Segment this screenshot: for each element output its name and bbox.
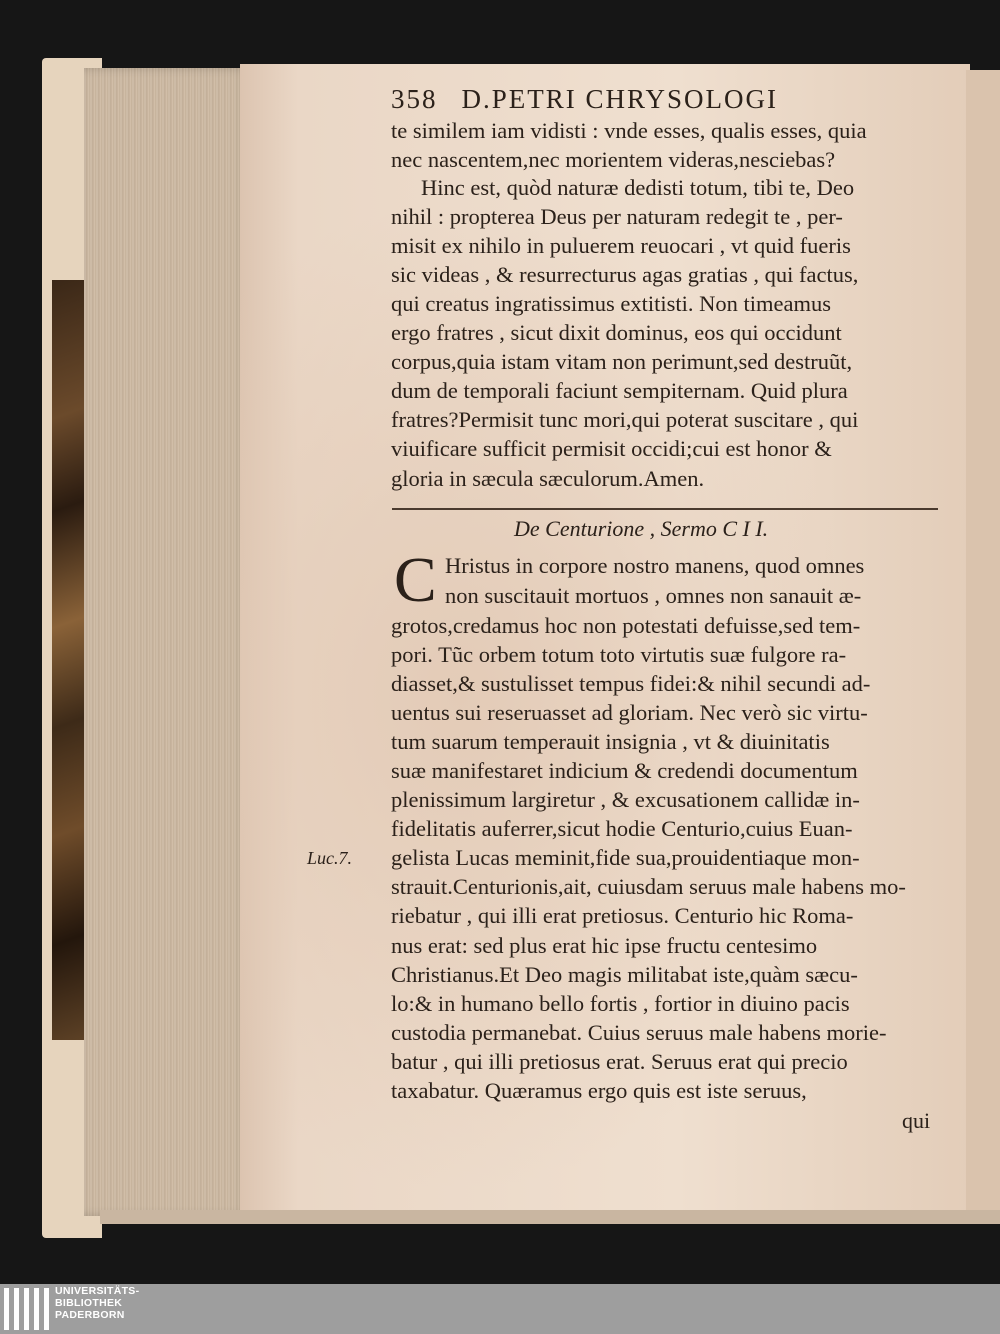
- text-line: nihil : propterea Deus per naturam redegit te , per-: [391, 204, 843, 229]
- sermon-line: strauit.Centurionis,ait, cuiusdam seruus male habens mo-: [391, 874, 906, 899]
- text-line: fratres?Permisit tunc mori,qui poterat suscitare , qui: [391, 407, 859, 432]
- drop-cap: C: [394, 544, 437, 615]
- sermon-line: riebatur , qui illi erat pretiosus. Centurio hic Roma-: [391, 903, 854, 928]
- text-line: sic videas , & resurrecturus agas gratias , qui factus,: [391, 262, 859, 287]
- library-name-line: BIBLIOTHEK: [55, 1297, 123, 1309]
- sermon-line: diasset,& sustulisset tempus fidei:& nihil secundi ad-: [391, 671, 871, 696]
- book-bottom-edge: [100, 1210, 1000, 1224]
- sermon-line: pori. Tũc orbem totum toto virtutis suæ fulgore ra-: [391, 642, 847, 667]
- text-line: gloria in sæcula sæculorum.Amen.: [391, 466, 705, 491]
- sermon-line: tum suarum temperauit insignia , vt & diuinitatis: [391, 729, 830, 754]
- text-line: nec nascentem,nec morientem videras,nesciebas?: [391, 147, 836, 172]
- library-name-line: PADERBORN: [55, 1309, 125, 1321]
- footer-bar: [0, 1284, 1000, 1334]
- library-name-line: UNIVERSITÄTS-: [55, 1285, 140, 1297]
- text-line: te similem iam vidisti : vnde esses, qualis esses, quia: [391, 118, 867, 143]
- sermon-line: batur , qui illi pretiosus erat. Seruus erat qui precio: [391, 1049, 848, 1074]
- facing-page-edge: [966, 70, 1000, 1220]
- sermon-line: lo:& in humano bello fortis , fortior in diuino pacis: [391, 991, 850, 1016]
- text-line: ergo fratres , sicut dixit dominus, eos qui occidunt: [391, 320, 842, 345]
- sermon-line: plenissimum largiretur , & excusationem callidæ in-: [391, 787, 860, 812]
- sermon-line: grotos,credamus hoc non potestati defuisse,sed tem-: [391, 613, 861, 638]
- sermon-line: Christianus.Et Deo magis militabat iste,quàm sæcu-: [391, 962, 858, 987]
- library-name: [55, 1285, 139, 1321]
- section-title: De Centurione , Sermo C I I.: [514, 516, 769, 541]
- running-head: [391, 84, 901, 115]
- page-number: 358: [391, 84, 438, 114]
- text-line: viuificare sufficit permisit occidi;cui est honor &: [391, 436, 832, 461]
- sermon-line: non suscitauit mortuos , omnes non sanauit æ-: [445, 583, 862, 608]
- text-line: Hinc est, quòd naturæ dedisti totum, tibi te, Deo: [421, 175, 855, 200]
- page-fore-edge: [84, 68, 250, 1216]
- catchword: qui: [902, 1108, 931, 1133]
- text-line: dum de temporali faciunt sempiternam. Quid plura: [391, 378, 848, 403]
- text-line: qui creatus ingratissimus extitisti. Non timeamus: [391, 291, 831, 316]
- sermon-line: uentus sui reseruasset ad gloriam. Nec verò sic virtu-: [391, 700, 868, 725]
- margin-note: Luc.7.: [307, 848, 352, 868]
- library-logo-icon: [4, 1288, 49, 1330]
- sermon-line: custodia permanebat. Cuius seruus male habens morie-: [391, 1020, 887, 1045]
- sermon-line: taxabatur. Quæramus ergo quis est iste seruus,: [391, 1078, 807, 1103]
- sermon-line: Hristus in corpore nostro manens, quod omnes: [445, 553, 865, 578]
- sermon-line: suæ manifestaret indicium & credendi documentum: [391, 758, 858, 783]
- text-line: corpus,quia istam vitam non perimunt,sed destruũt,: [391, 349, 853, 374]
- running-head-title: D.PETRI CHRYSOLOGI: [461, 84, 779, 114]
- text-line: misit ex nihilo in puluerem reuocari , vt quid fueris: [391, 233, 851, 258]
- sermon-line: nus erat: sed plus erat hic ipse fructu centesimo: [391, 933, 818, 958]
- sermon-line: gelista Lucas meminit,fide sua,prouidentiaque mon-: [391, 845, 860, 870]
- section-divider: [392, 508, 938, 510]
- sermon-line: fidelitatis auferrer,sicut hodie Centurio,cuius Euan-: [391, 816, 853, 841]
